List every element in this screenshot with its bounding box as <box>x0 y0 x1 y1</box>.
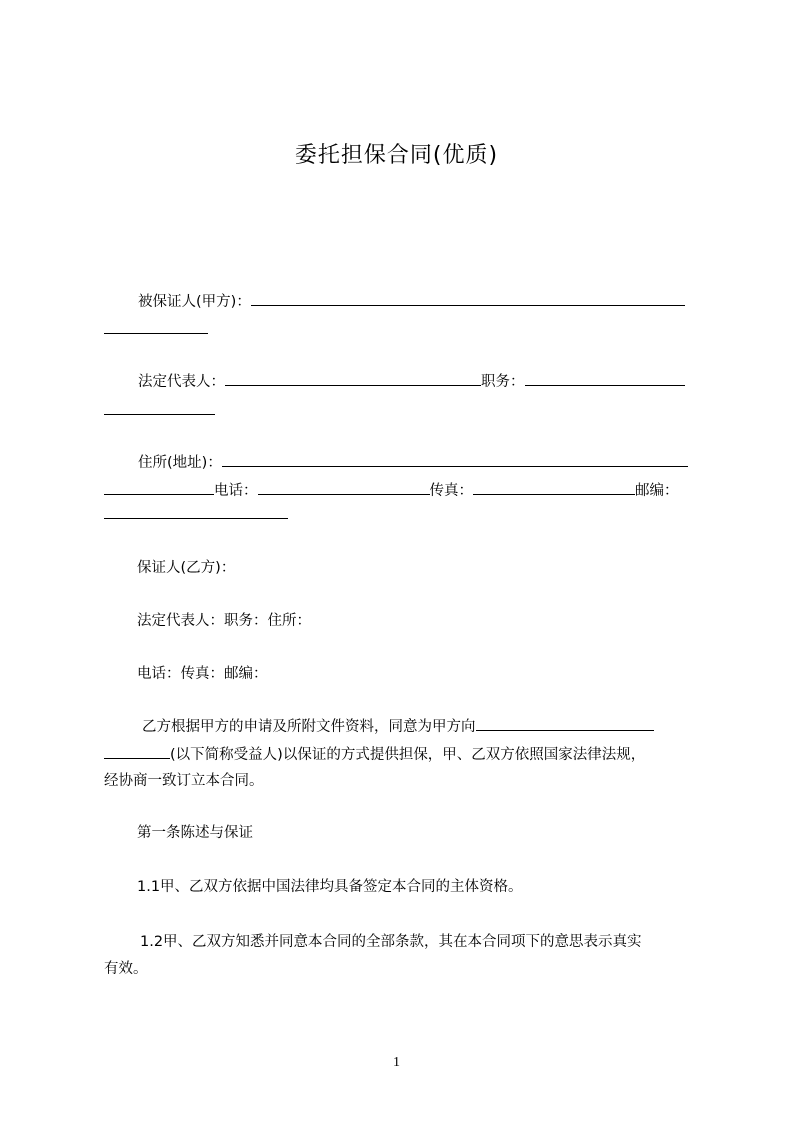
address-line <box>138 452 688 473</box>
party-b-label: 保证人(乙方)： <box>137 560 236 576</box>
page-number: 1 <box>393 1055 400 1070</box>
legal-rep-blank <box>225 371 481 386</box>
beneficiary-blank-cont <box>104 744 170 759</box>
intro-line-1 <box>142 716 654 737</box>
clause-1-2-line-1: 1.2甲、乙双方知悉并同意本合同的全部条款，其在本合同项下的意思表示真实 <box>140 934 642 950</box>
article-1-heading: 第一条陈述与保证 <box>137 825 253 841</box>
document-title: 委托担保合同(优质) <box>294 143 499 168</box>
party-a-label: 被保证人(甲方)： <box>138 294 251 310</box>
position-blank <box>525 371 685 386</box>
party-a-line <box>138 291 685 312</box>
party-b-rep-line: 法定代表人：职务：住所： <box>137 613 311 629</box>
phone-label: 电话： <box>214 483 258 499</box>
fax-label: 传真： <box>429 483 473 499</box>
fax-blank <box>473 480 635 495</box>
intro-start: 乙方根据甲方的申请及所附文件资料，同意为甲方向 <box>142 719 476 735</box>
party-a-blank-cont <box>104 332 208 334</box>
position-blank-cont <box>104 413 215 415</box>
contact-line <box>104 480 679 501</box>
phone-blank <box>258 480 430 495</box>
postcode-blank <box>104 517 288 519</box>
intro-line-2 <box>104 744 645 765</box>
beneficiary-blank <box>476 716 654 731</box>
intro-mid: (以下简称受益人)以保证的方式提供担保，甲、乙双方依照国家法律法规， <box>170 747 646 763</box>
clause-1-2-line-2: 有效。 <box>104 961 148 977</box>
address-blank <box>222 452 688 467</box>
address-label: 住所(地址)： <box>138 455 222 471</box>
legal-rep-label: 法定代表人： <box>138 374 225 390</box>
clause-1-1: 1.1甲、乙双方依据中国法律均具备签定本合同的主体资格。 <box>137 879 523 895</box>
intro-line-3: 经协商一致订立本合同。 <box>104 773 264 789</box>
postcode-label: 邮编： <box>635 483 679 499</box>
position-label: 职务： <box>481 374 525 390</box>
party-a-blank <box>251 291 685 306</box>
party-b-contact-line: 电话：传真：邮编： <box>137 666 268 682</box>
address-blank-cont <box>104 480 214 495</box>
legal-rep-line <box>138 371 685 392</box>
